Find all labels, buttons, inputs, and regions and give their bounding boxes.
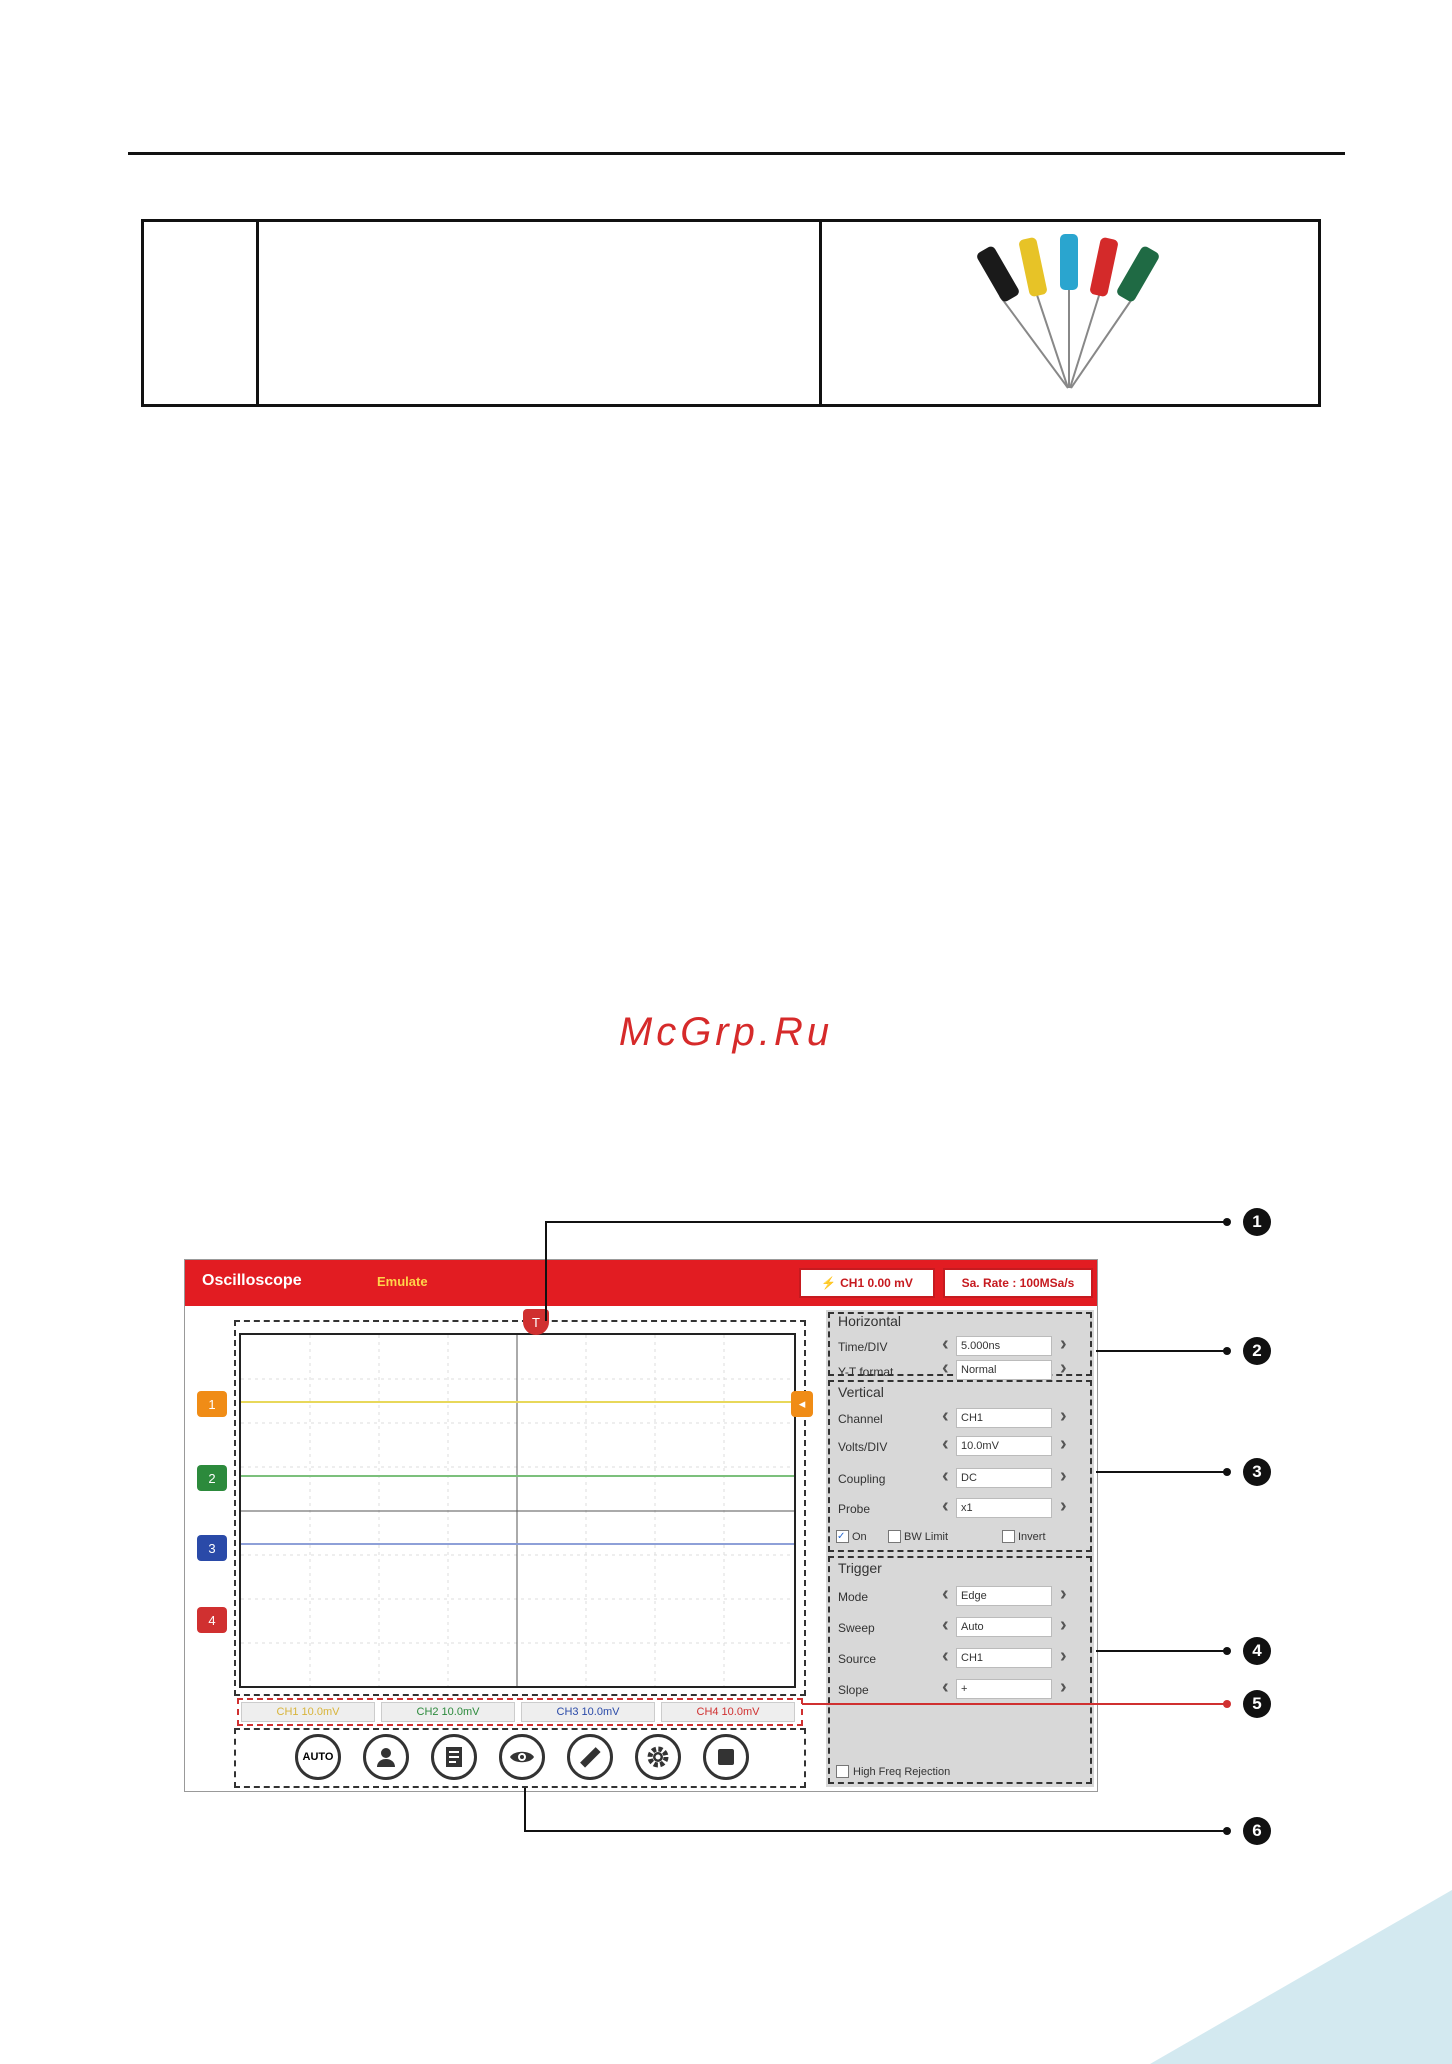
header-rule xyxy=(128,152,1345,155)
callout-line-1 xyxy=(545,1221,1225,1223)
notes-button[interactable] xyxy=(431,1734,477,1780)
chevron-left-icon[interactable]: ‹ xyxy=(942,1465,949,1487)
stop-icon xyxy=(716,1747,736,1767)
table-row xyxy=(143,221,1320,406)
checkbox-icon xyxy=(836,1765,849,1778)
mode-field[interactable]: Edge xyxy=(956,1586,1052,1606)
source-label: Source xyxy=(838,1652,877,1666)
callout-4: 4 xyxy=(1243,1637,1271,1665)
callout-dot xyxy=(1223,1827,1231,1835)
chevron-right-icon[interactable]: › xyxy=(1060,1333,1067,1355)
settings-button[interactable] xyxy=(635,1734,681,1780)
trigger-level-marker[interactable] xyxy=(791,1391,813,1417)
slope-label: Slope xyxy=(838,1683,869,1697)
coupling-label: Coupling xyxy=(838,1472,886,1486)
table-cell-image xyxy=(821,221,1320,406)
vertical-title: Vertical xyxy=(838,1384,884,1400)
callout-1: 1 xyxy=(1243,1208,1271,1236)
table-cell-description xyxy=(258,221,821,406)
corner-decoration xyxy=(1150,1890,1452,2064)
eye-icon xyxy=(509,1747,535,1767)
callout-5: 5 xyxy=(1243,1690,1271,1718)
yt-format-label: Y-T format xyxy=(838,1365,894,1379)
chevron-right-icon[interactable]: › xyxy=(1060,1676,1067,1698)
oscilloscope-app xyxy=(184,1259,1098,1792)
trigger-bolt-icon: ⚡ xyxy=(821,1276,837,1290)
chevron-right-icon[interactable]: › xyxy=(1060,1405,1067,1427)
time-div-field[interactable]: 5.000ns xyxy=(956,1336,1052,1356)
ch3-trace xyxy=(241,1543,794,1545)
on-checkbox[interactable]: ✓ On xyxy=(837,1530,867,1543)
ch2-marker[interactable]: 2 xyxy=(197,1465,227,1491)
chevron-right-icon[interactable]: › xyxy=(1060,1357,1067,1379)
grid-lines xyxy=(241,1335,794,1686)
waveform-grid xyxy=(239,1333,796,1688)
chevron-left-icon[interactable]: ‹ xyxy=(942,1405,949,1427)
gear-icon xyxy=(646,1745,670,1769)
callout-6: 6 xyxy=(1243,1817,1271,1845)
checkbox-icon xyxy=(888,1530,901,1543)
chevron-right-icon[interactable]: › xyxy=(1060,1583,1067,1605)
vertical-outline xyxy=(828,1380,1092,1552)
channel-label: Channel xyxy=(838,1412,883,1426)
callout-line-3 xyxy=(1096,1471,1226,1473)
trigger-time-marker[interactable]: T xyxy=(523,1309,549,1335)
settings-panel xyxy=(826,1310,1094,1787)
stop-button[interactable] xyxy=(703,1734,749,1780)
table-cell-number xyxy=(143,221,258,406)
chevron-left-icon[interactable]: ‹ xyxy=(942,1357,949,1379)
callout-dot xyxy=(1223,1700,1231,1708)
chevron-left-icon[interactable]: ‹ xyxy=(942,1333,949,1355)
document-icon xyxy=(443,1745,465,1769)
mode-label: Mode xyxy=(838,1590,869,1604)
yt-format-field[interactable]: Normal xyxy=(956,1360,1052,1380)
callout-line-6-vertical xyxy=(524,1788,526,1832)
user-button[interactable] xyxy=(363,1734,409,1780)
chevron-left-icon[interactable]: ‹ xyxy=(942,1676,949,1698)
ch1-marker[interactable]: 1 xyxy=(197,1391,227,1417)
coupling-field[interactable]: DC xyxy=(956,1468,1052,1488)
trigger-level-arrow-icon: ◂ xyxy=(798,1396,806,1411)
horizontal-title: Horizontal xyxy=(838,1313,902,1329)
watermark: McGrp.Ru xyxy=(618,1010,834,1054)
accessory-table xyxy=(141,219,1321,407)
sweep-field[interactable]: Auto xyxy=(956,1617,1052,1637)
sweep-label: Sweep xyxy=(838,1621,875,1635)
volts-div-label: Volts/DIV xyxy=(838,1440,888,1454)
ruler-icon xyxy=(578,1745,602,1769)
user-icon xyxy=(374,1745,398,1769)
sample-rate-readout[interactable]: Sa. Rate : 100MSa/s xyxy=(943,1268,1093,1298)
trigger-title: Trigger xyxy=(838,1560,882,1576)
chevron-left-icon[interactable]: ‹ xyxy=(942,1645,949,1667)
probe-field[interactable]: x1 xyxy=(956,1498,1052,1518)
chevron-right-icon[interactable]: › xyxy=(1060,1495,1067,1517)
title-bar xyxy=(185,1260,1097,1306)
auto-button[interactable]: AUTO xyxy=(295,1734,341,1780)
chevron-left-icon[interactable]: ‹ xyxy=(942,1614,949,1636)
checkbox-checked-icon: ✓ xyxy=(836,1530,849,1543)
back-probe-pins-illustration xyxy=(950,226,1190,396)
chevron-right-icon[interactable]: › xyxy=(1060,1465,1067,1487)
ch1-trace xyxy=(241,1401,794,1403)
tab-ch3[interactable]: CH3 10.0mV xyxy=(521,1702,655,1722)
ch3-marker[interactable]: 3 xyxy=(197,1535,227,1561)
callout-dot xyxy=(1223,1218,1231,1226)
tab-ch4[interactable]: CH4 10.0mV xyxy=(661,1702,795,1722)
chevron-right-icon[interactable]: › xyxy=(1060,1645,1067,1667)
callout-line-2 xyxy=(1096,1350,1226,1352)
callout-dot xyxy=(1223,1347,1231,1355)
callout-dot xyxy=(1223,1468,1231,1476)
callout-dot xyxy=(1223,1647,1231,1655)
tab-ch1[interactable]: CH1 10.0mV xyxy=(241,1702,375,1722)
ch4-marker[interactable]: 4 xyxy=(197,1607,227,1633)
callout-line-5 xyxy=(802,1703,1226,1705)
bw-limit-checkbox[interactable]: BW Limit xyxy=(888,1530,948,1543)
callout-line-1-vertical xyxy=(545,1221,547,1321)
callout-3: 3 xyxy=(1243,1458,1271,1486)
chevron-left-icon[interactable]: ‹ xyxy=(942,1495,949,1517)
ch2-trace xyxy=(241,1475,794,1477)
callout-line-4 xyxy=(1096,1650,1226,1652)
source-field[interactable]: CH1 xyxy=(956,1648,1052,1668)
chevron-right-icon[interactable]: › xyxy=(1060,1433,1067,1455)
trigger-readout[interactable]: ⚡ CH1 0.00 mV xyxy=(799,1268,935,1298)
mode-label: Emulate xyxy=(377,1274,428,1289)
invert-checkbox[interactable]: Invert xyxy=(1002,1530,1046,1543)
measure-button[interactable] xyxy=(567,1734,613,1780)
view-button[interactable] xyxy=(499,1734,545,1780)
probe-label: Probe xyxy=(838,1502,871,1516)
volts-div-field[interactable]: 10.0mV xyxy=(956,1436,1052,1456)
chevron-right-icon[interactable]: › xyxy=(1060,1614,1067,1636)
checkbox-icon xyxy=(1002,1530,1015,1543)
chevron-left-icon[interactable]: ‹ xyxy=(942,1433,949,1455)
high-freq-rejection-checkbox[interactable]: High Freq Rejection xyxy=(836,1765,950,1778)
channel-field[interactable]: CH1 xyxy=(956,1408,1052,1428)
tab-ch2[interactable]: CH2 10.0mV xyxy=(381,1702,515,1722)
callout-2: 2 xyxy=(1243,1337,1271,1365)
chevron-left-icon[interactable]: ‹ xyxy=(942,1583,949,1605)
time-div-label: Time/DIV xyxy=(838,1340,888,1354)
slope-field[interactable]: + xyxy=(956,1679,1052,1699)
app-title: Oscilloscope xyxy=(202,1272,302,1289)
callout-line-6 xyxy=(524,1830,1226,1832)
